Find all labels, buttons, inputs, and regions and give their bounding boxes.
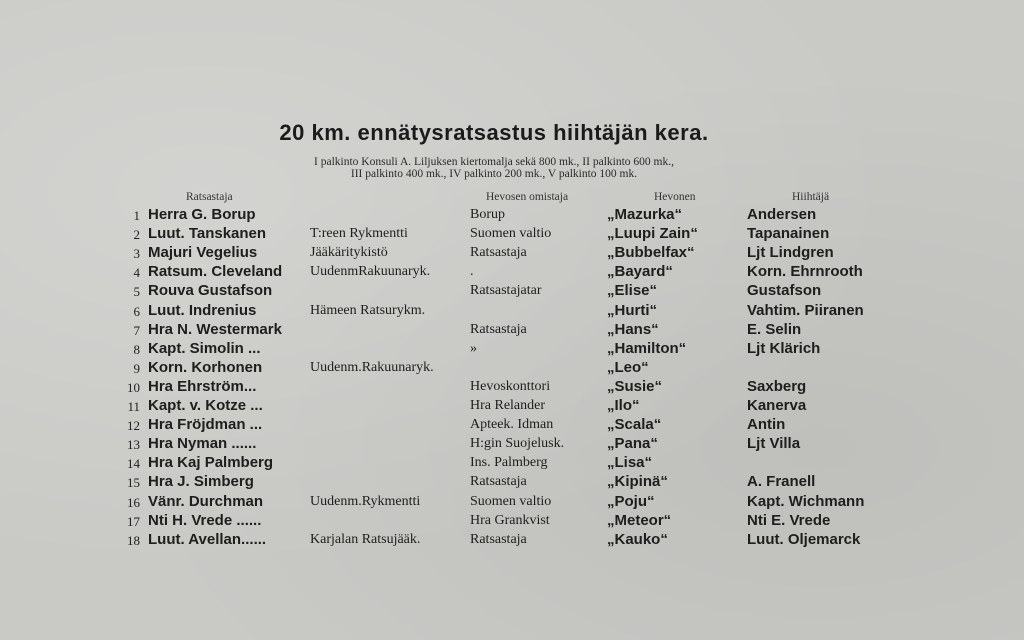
row-rider: Rouva Gustafson [148,282,273,300]
row-unit: Karjalan Ratsujääk. [310,531,421,547]
row-unit: UudenmRakuunaryk. [310,264,431,280]
header-owner: Hevosen omistaja [486,191,569,203]
row-owner: H:gin Suojelusk. [470,436,565,452]
row-rider: Hra Fröjdman ... [148,416,263,434]
row-rider: Vänr. Durchman [148,492,264,510]
row-skier: Antin [747,416,786,434]
row-unit: T:reen Rykmentti [310,226,408,242]
row-horse: „Luupi Zain“ [607,225,698,243]
row-rider: Herra G. Borup [148,206,256,223]
table-row [0,512,1024,531]
row-num: 8 [133,341,140,357]
row-horse: „Susie“ [607,377,663,395]
row-skier: Tapanainen [747,225,830,243]
row-skier: A. Franell [747,473,816,491]
table-row [0,225,1024,244]
row-num: 1 [133,208,140,223]
row-owner: Suomen valtio [470,226,552,242]
row-skier: Andersen [747,206,817,223]
table-row [0,282,1024,301]
row-skier: Saxberg [747,377,807,395]
row-owner: Ratsastaja [470,321,527,337]
row-num: 9 [133,360,140,376]
row-rider: Majuri Vegelius [148,244,258,262]
row-unit: Hämeen Ratsurykm. [310,302,426,318]
row-num: 11 [127,399,140,414]
row-rider: Kapt. Simolin ... [148,339,261,357]
row-owner: Hra Relander [470,398,546,413]
row-rider: Hra Nyman ...... [148,435,257,453]
row-unit: Jääkäritykistö [310,245,388,261]
row-rider: Korn. Korhonen [148,358,263,376]
row-rider: Hra Kaj Palmberg [148,454,274,472]
row-horse: „Mazurka“ [607,206,683,223]
header-horse: Hevonen [654,191,696,203]
row-num: 7 [133,322,140,338]
row-horse: „Meteor“ [607,511,672,529]
row-owner: » [470,340,477,356]
row-horse: „Hamilton“ [607,339,687,357]
row-owner: Ratsastaja [470,474,527,490]
row-horse: „Kipinä“ [607,473,668,491]
prize-line-2: III palkinto 400 mk., IV palkinto 200 mk., V palkinto 100 mk. [350,168,638,180]
row-owner: Ratsastaja [470,245,527,261]
row-num: 12 [127,418,140,434]
row-horse: „Bubbelfax“ [607,244,695,262]
table-row [0,435,1024,454]
row-horse: „Hurti“ [607,301,657,319]
table-row [0,397,1024,416]
row-rider: Hra N. Westermark [148,320,282,338]
row-skier: E. Selin [747,320,802,338]
row-num: 10 [127,379,140,395]
row-num: 17 [127,513,140,529]
row-skier: Nti E. Vrede [747,511,831,529]
row-num: 5 [133,284,140,300]
row-rider: Kapt. v. Kotze ... [148,397,263,414]
row-rider: Hra J. Simberg [148,473,254,491]
row-owner: Ratsastajatar [470,283,542,299]
table-row [0,263,1024,282]
table-row [0,359,1024,378]
header-rider: Ratsastaja [186,191,233,203]
row-skier: Ljt Klärich [747,339,821,357]
row-horse: „Pana“ [607,435,658,453]
row-skier: Vahtim. Piiranen [747,301,864,319]
table-row [0,473,1024,492]
header-skier: Hiihtäjä [792,191,830,203]
row-unit: Uudenm.Rakuunaryk. [310,359,434,375]
row-horse: „Bayard“ [607,263,673,281]
row-owner: Ins. Palmberg [470,455,548,471]
row-unit: Uudenm.Rykmentti [310,493,421,509]
row-horse: „Poju“ [607,492,655,510]
row-skier: Kapt. Wichmann [747,492,865,510]
row-skier: Luut. Oljemarck [747,530,861,548]
row-num: 13 [127,437,140,453]
row-skier: Kanerva [747,397,807,414]
table-row [0,244,1024,263]
prize-line-1: I palkinto Konsuli A. Liljuksen kiertomalja sekä 800 mk., II palkinto 600 mk., [314,156,674,168]
row-rider: Hra Ehrström... [148,377,257,395]
row-skier: Gustafson [747,282,822,300]
table-row [0,493,1024,512]
row-num: 3 [133,246,140,262]
table-row [0,454,1024,473]
table-row [0,302,1024,321]
row-horse: „Elise“ [607,282,658,300]
row-num: 15 [127,475,140,491]
row-rider: Luut. Indrenius [148,301,257,319]
row-owner: Hra Grankvist [470,512,550,528]
row-num: 4 [133,265,140,281]
row-horse: „Hans“ [607,320,659,338]
table-row [0,340,1024,359]
row-horse: „Ilo“ [607,397,640,414]
row-rider: Luut. Tanskanen [148,225,267,243]
table-row [0,206,1024,225]
row-rider: Ratsum. Cleveland [148,263,283,281]
table-row [0,378,1024,397]
table-row [0,531,1024,550]
row-skier: Ljt Villa [747,435,801,453]
table-row [0,416,1024,435]
row-owner: Apteek. Idman [470,417,554,433]
row-num: 18 [127,532,140,548]
row-num: 6 [133,303,140,319]
row-owner: Suomen valtio [470,493,552,509]
row-rider: Nti H. Vrede ...... [148,511,262,529]
row-rider: Luut. Avellan...... [148,530,267,548]
page-title: 20 km. ennätysratsastus hiihtäjän kera. [279,120,709,145]
row-num: 2 [133,227,140,243]
row-num: 16 [127,494,140,510]
row-horse: „Lisa“ [607,454,653,472]
row-owner: . [470,264,474,280]
row-num: 14 [127,456,140,472]
row-owner: Hevoskonttori [470,378,551,394]
row-skier: Ljt Lindgren [747,244,834,262]
row-horse: „Kauko“ [607,530,668,548]
row-horse: „Leo“ [607,358,649,376]
row-horse: „Scala“ [607,416,662,434]
row-owner: Ratsastaja [470,531,527,547]
table-row [0,321,1024,340]
row-owner: Borup [470,207,505,222]
row-skier: Korn. Ehrnrooth [747,263,863,281]
